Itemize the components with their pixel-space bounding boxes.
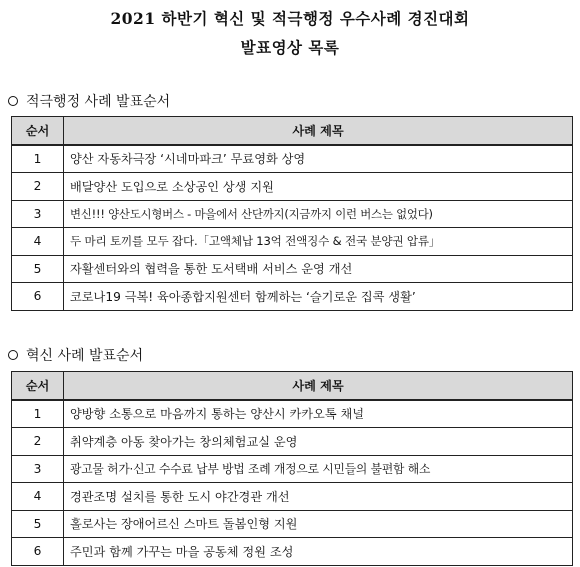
proactive-cases-table — [11, 116, 573, 311]
row-number: 1 — [12, 145, 64, 173]
section-heading-label: 적극행정 사례 발표순서 — [26, 94, 171, 110]
table-row — [12, 538, 573, 566]
row-title: 취약계층 아동 찾아가는 창의체험교실 운영 — [64, 428, 573, 456]
table-row — [12, 483, 573, 511]
section-heading-proactive — [8, 91, 170, 111]
row-title: 코로나19 극복! 육아종합지원센터 함께하는 ‘슬기로운 집콕 생활’ — [64, 283, 573, 311]
column-header-title: 사례 제목 — [64, 117, 573, 145]
row-title: 경관조명 설치를 통한 도시 야간경관 개선 — [64, 483, 573, 511]
row-title: 배달양산 도입으로 소상공인 상생 지원 — [64, 173, 573, 201]
row-title: 주민과 함께 가꾸는 마을 공동체 정원 조성 — [64, 538, 573, 566]
row-number: 5 — [12, 510, 64, 538]
table-row — [12, 428, 573, 456]
row-number: 4 — [12, 483, 64, 511]
table-row — [12, 255, 573, 283]
row-number: 5 — [12, 255, 64, 283]
row-number: 2 — [12, 173, 64, 201]
row-number: 3 — [12, 200, 64, 228]
row-title: 광고물 허가·신고 수수료 납부 방법 조례 개정으로 시민들의 불편함 해소 — [64, 455, 573, 483]
table-row — [12, 455, 573, 483]
row-number: 4 — [12, 228, 64, 256]
section-heading-label: 혁신 사례 발표순서 — [26, 348, 144, 364]
table-header-row — [12, 117, 573, 145]
row-number: 6 — [12, 538, 64, 566]
section-heading-innovation — [8, 345, 143, 365]
row-number: 2 — [12, 428, 64, 456]
row-title: 자활센터와의 협력을 통한 도서택배 서비스 운영 개선 — [64, 255, 573, 283]
row-title: 양산 자동차극장 ‘시네마파크’ 무료영화 상영 — [64, 145, 573, 173]
row-title: 변신!!! 양산도시형버스 - 마을에서 산단까지(지금까지 이런 버스는 없었다) — [64, 200, 573, 228]
row-number: 3 — [12, 455, 64, 483]
row-title: 홀로사는 장애어르신 스마트 돌봄인형 지원 — [64, 510, 573, 538]
table-row — [12, 200, 573, 228]
table-row — [12, 173, 573, 201]
row-number: 6 — [12, 283, 64, 311]
table-row — [12, 400, 573, 428]
circle-bullet-icon — [8, 96, 18, 106]
circle-bullet-icon — [8, 350, 18, 360]
column-header-order: 순서 — [12, 372, 64, 400]
table-row — [12, 228, 573, 256]
row-title: 양방향 소통으로 마음까지 통하는 양산시 카카오톡 채널 — [64, 400, 573, 428]
table-header-row — [12, 372, 573, 400]
row-title: 두 마리 토끼를 모두 잡다.「고액체납 13억 전액징수 & 전국 분양권 압류」 — [64, 228, 573, 256]
document-subtitle: 발표영상 목록 — [240, 38, 340, 57]
row-number: 1 — [12, 400, 64, 428]
innovation-cases-table — [11, 371, 573, 566]
column-header-order: 순서 — [12, 117, 64, 145]
table-row — [12, 283, 573, 311]
document-title: 2021 하반기 혁신 및 적극행정 우수사례 경진대회 — [110, 9, 470, 28]
column-header-title: 사례 제목 — [64, 372, 573, 400]
table-row — [12, 145, 573, 173]
table-row — [12, 510, 573, 538]
